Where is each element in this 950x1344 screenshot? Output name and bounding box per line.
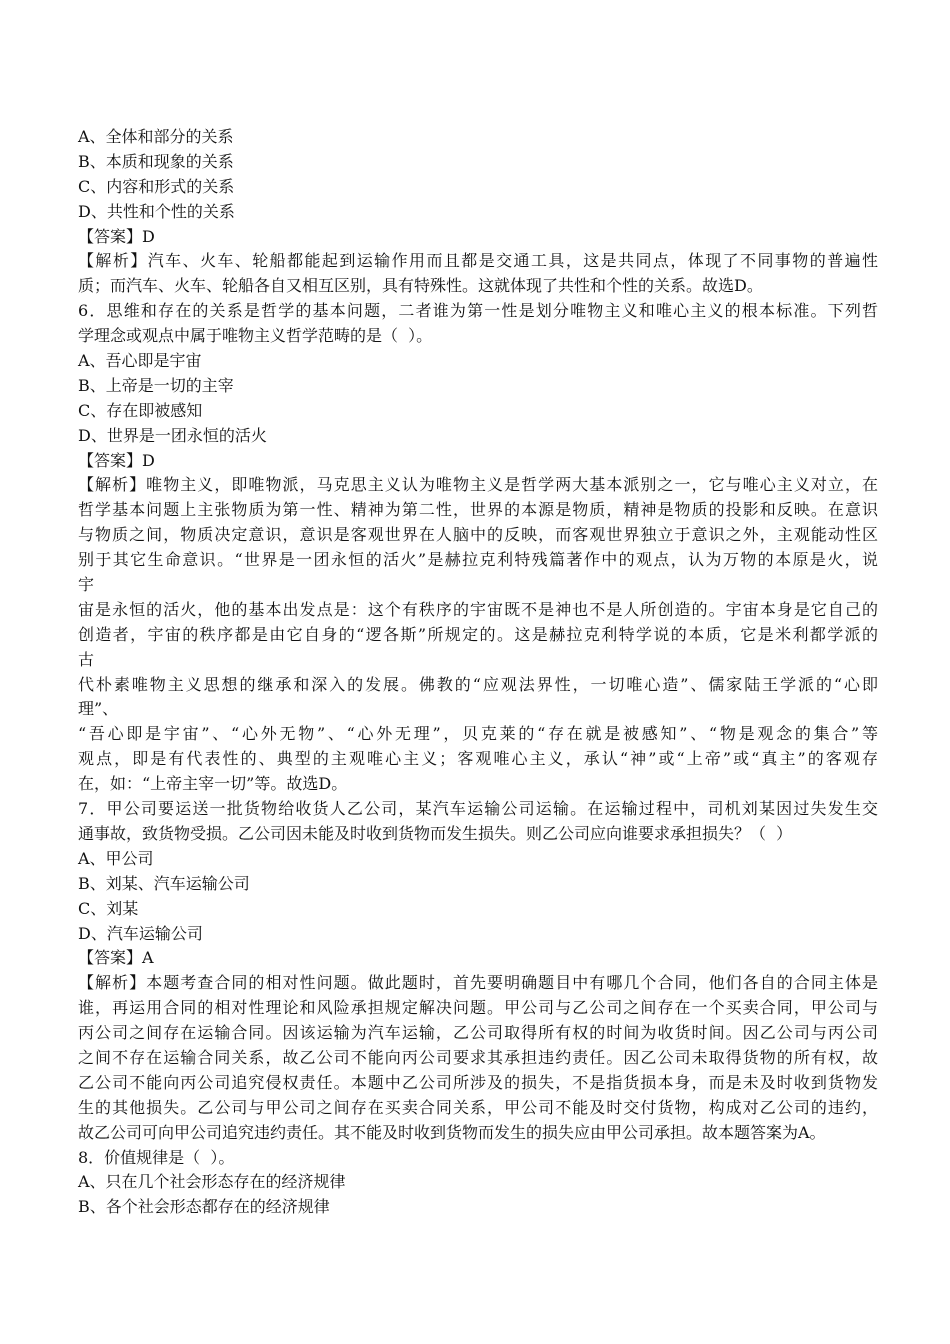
analysis-line: 【解析】本题考查合同的相对性问题。做此题时，首先要明确题目中有哪几个合同，他们各自的合同主体是 <box>78 973 878 993</box>
option-b: B、上帝是一切的主宰 <box>78 375 234 395</box>
option-a: A、吾心即是宇宙 <box>78 351 202 371</box>
analysis-line: 别于其它生命意识。“世界是一团永恒的活火”是赫拉克利特残篇著作中的观点，认为万物的本原是火，说 <box>78 550 878 570</box>
analysis-line: 古 <box>78 649 95 669</box>
analysis-line: 观点，即是有代表性的、典型的主观唯心主义；客观唯心主义，承认“神”或“上帝”或“真主”的客观存 <box>78 749 878 769</box>
option-d: D、共性和个性的关系 <box>78 201 235 221</box>
option-d: D、汽车运输公司 <box>78 923 203 943</box>
option-b: B、各个社会形态都存在的经济规律 <box>78 1197 330 1217</box>
analysis-line: 乙公司不能向丙公司追究侵权责任。本题中乙公司所涉及的损失，不是指货损本身，而是未及时收到货物发 <box>78 1072 878 1092</box>
analysis-line: 与物质之间，物质决定意识，意识是客观世界在人脑中的反映，而客观世界独立于意识之外，主观能动性区 <box>78 525 878 545</box>
analysis-line: 哲学基本问题上主张物质为第一性、精神为第二性，世界的本源是物质，精神是物质的投影和反映。在意识 <box>78 500 878 520</box>
analysis-line: 谁，再运用合同的相对性理论和风险承担规定解决问题。甲公司与乙公司之间存在一个买卖合同，甲公司与 <box>78 998 878 1018</box>
analysis-line: 故乙公司可向甲公司追究违约责任。其不能及时收到货物而发生的损失应由甲公司承担。故本题答案为A。 <box>78 1122 826 1142</box>
option-c: C、内容和形式的关系 <box>78 176 235 196</box>
option-d: D、世界是一团永恒的活火 <box>78 425 267 445</box>
question-8-line: 8．价值规律是（ ）。 <box>78 1147 235 1167</box>
question-7-line: 7．甲公司要运送一批货物给收货人乙公司，某汽车运输公司运输。在运输过程中，司机刘某因过失发生交 <box>78 799 878 819</box>
answer-line: 【答案】D <box>78 226 155 246</box>
analysis-line: 宇 <box>78 575 95 595</box>
analysis-line: 代朴素唯物主义思想的继承和深入的发展。佛教的“应观法界性，一切唯心造”、儒家陆王学派的“心即 <box>78 674 878 694</box>
analysis-line: 生的其他损失。乙公司与甲公司之间存在买卖合同关系，甲公司不能及时交付货物，构成对乙公司的违约， <box>78 1097 878 1117</box>
analysis-line: 丙公司之间存在运输合同。因该运输为汽车运输，乙公司取得所有权的时间为收货时间。因乙公司与丙公司 <box>78 1023 878 1043</box>
option-b: B、本质和现象的关系 <box>78 151 234 171</box>
option-a: A、只在几个社会形态存在的经济规律 <box>78 1172 346 1192</box>
option-b: B、刘某、汽车运输公司 <box>78 873 250 893</box>
option-c: C、存在即被感知 <box>78 400 203 420</box>
question-6-line: 学理念或观点中属于唯物主义哲学范畴的是（ ）。 <box>78 326 433 346</box>
question-6-line: 6．思维和存在的关系是哲学的基本问题，二者谁为第一性是划分唯物主义和唯心主义的根本标准。下列哲 <box>78 301 878 321</box>
answer-line: 【答案】D <box>78 450 155 470</box>
option-a: A、全体和部分的关系 <box>78 127 234 146</box>
analysis-line: 理”、 <box>78 699 119 719</box>
analysis-line: “吾心即是宇宙”、“心外无物”、“心外无理”，贝克莱的“存在就是被感知”、“物是观念的集合”等 <box>78 724 878 744</box>
analysis-line: 【解析】汽车、火车、轮船都能起到运输作用而且都是交通工具，这是共同点，体现了不同事物的普遍性 <box>78 251 878 271</box>
analysis-line: 质；而汽车、火车、轮船各自又相互区别，具有特殊性。这就体现了共性和个性的关系。故选D。 <box>78 276 763 296</box>
option-c: C、刘某 <box>78 898 139 918</box>
analysis-line: 创造者，宇宙的秩序都是由它自身的“逻各斯”所规定的。这是赫拉克利特学说的本质，它是米利都学派的 <box>78 624 878 644</box>
analysis-line: 之间不存在运输合同关系，故乙公司不能向丙公司要求其承担违约责任。因乙公司未取得货物的所有权，故 <box>78 1047 878 1067</box>
option-a: A、甲公司 <box>78 848 154 868</box>
question-7-line: 通事故，致货物受损。乙公司因未能及时收到货物而发生损失。则乙公司应向谁要求承担损失？（ ） <box>78 823 793 843</box>
analysis-line: 【解析】唯物主义，即唯物派，马克思主义认为唯物主义是哲学两大基本派别之一，它与唯心主义对立，在 <box>78 475 878 495</box>
analysis-line: 宙是永恒的活火，他的基本出发点是：这个有秩序的宇宙既不是神也不是人所创造的。宇宙本身是它自己的 <box>78 599 878 619</box>
answer-line: 【答案】A <box>78 948 154 968</box>
document-body <box>78 125 878 1220</box>
analysis-line: 在，如：“上帝主宰一切”等。故选D。 <box>78 774 348 794</box>
